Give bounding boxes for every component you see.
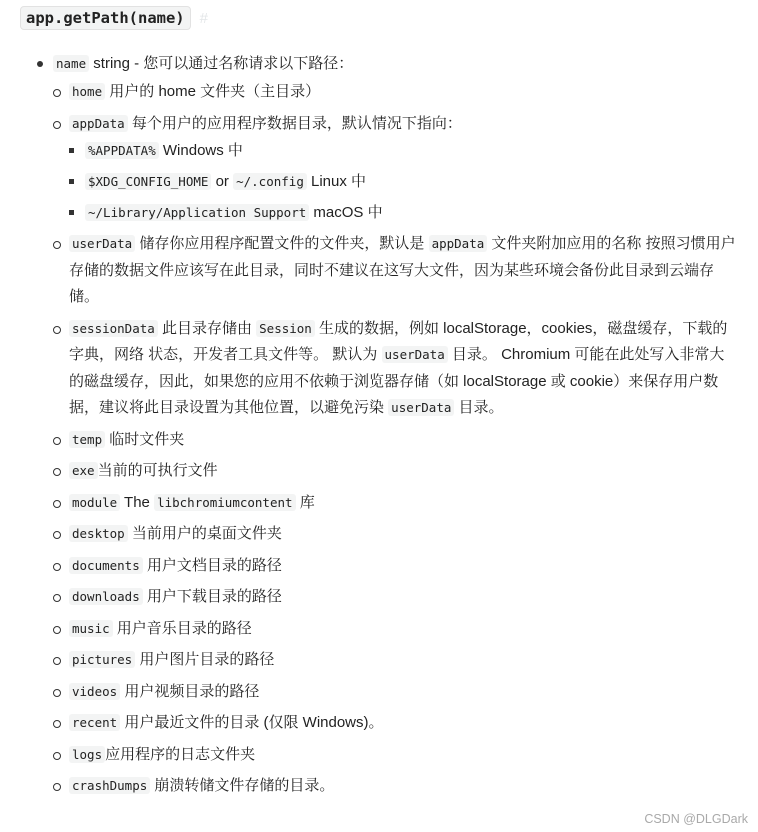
path-desc: 崩溃转储文件存储的目录。 [150,777,335,794]
path-desc: 当前的可执行文件 [97,462,218,479]
path-desc: 用户下载目录的路径 [142,588,282,605]
heading-anchor-link[interactable]: # [199,9,208,27]
path-desc: 临时文件夹 [105,430,185,448]
path-desc-cont: 目录。 [454,399,504,416]
path-code: home [69,83,105,100]
path-item-crashdumps [53,773,737,800]
path-item-userdata [53,231,737,311]
os-desc: Windows 中 [158,142,243,159]
path-desc: 当前用户的桌面文件夹 [127,525,282,542]
path-code: crashDumps [69,777,150,794]
path-desc: 此目录存储由 [157,319,257,337]
path-code: logs [69,746,105,763]
path-item-downloads [53,584,737,611]
os-item-linux [69,169,737,195]
heading-code: app.getPath(name) [20,6,191,30]
path-desc: 用户文档目录的路径 [142,556,282,574]
inline-code: userData [382,346,448,363]
os-item-macos [69,200,737,226]
path-desc: The [120,493,155,511]
api-heading [20,5,208,31]
path-code: downloads [69,588,143,605]
path-desc-cont: 生成的数据，例如 localStorage，cookies，磁盘缓存，下载的字典，网络 状态，开发者工具文件等。 默认为 [69,319,728,363]
inline-code: libchromiumcontent [154,494,295,511]
path-item-videos [53,679,737,706]
path-desc: 用户的 home 文件夹（主目录） [105,83,321,100]
parameter-list [37,52,737,805]
path-item-temp [53,427,737,454]
os-item-windows [69,138,737,164]
path-desc: 用户图片目录的路径 [135,651,275,668]
inline-code: Session [256,320,315,337]
path-desc: 用户音乐目录的路径 [112,619,252,637]
path-item-pictures [53,647,737,674]
path-item-appdata [53,111,737,227]
path-code: music [69,620,113,637]
inline-code: appData [429,235,488,252]
path-code: recent [69,714,120,731]
os-or-text: or [211,173,234,190]
path-desc: 每个用户的应用程序数据目录，默认情况下指向： [127,114,462,132]
os-path-code: ~/Library/Application Support [85,204,309,221]
os-path-code-alt: ~/.config [233,173,307,190]
param-code: name [53,55,89,72]
os-desc: macOS 中 [309,204,383,221]
path-code: desktop [69,525,128,542]
path-code: pictures [69,651,135,668]
path-code: sessionData [69,320,158,337]
path-code: temp [69,431,105,448]
path-code: module [69,494,120,511]
inline-code: userData [388,399,454,416]
path-item-desktop [53,521,737,548]
os-desc: Linux 中 [306,173,367,190]
path-item-module [53,490,737,517]
path-desc: 储存你应用程序配置文件的文件夹，默认是 [135,235,429,252]
path-item-documents [53,553,737,580]
watermark: CSDN @DLGDark [644,812,748,826]
path-item-home [53,79,737,106]
path-code: appData [69,115,128,132]
path-item-recent [53,710,737,737]
path-item-logs [53,742,737,769]
os-path-code: %APPDATA% [85,142,159,159]
path-item-music [53,616,737,643]
path-item-sessiondata [53,316,737,422]
appdata-os-list [69,138,737,226]
path-item-exe [53,458,737,485]
path-desc: 应用程序的日志文件夹 [105,745,256,763]
path-code: userData [69,235,135,252]
path-desc-cont: 目录。 Chromium 可能在此处写入非常大的磁盘缓存，因此，如果您的应用不依赖于浏览器存储（如 localStorage 或 cookie）来保存用户数据，建议将此目录设置为其他位置，以避免污染 [69,346,725,416]
path-desc-cont: 文件夹附加应用的名称 按照习惯用户存储的数据文件应该写在此目录，同时不建议在这写大文件，因为某些环境会备份此目录到云端存储。 [69,235,736,305]
path-desc: 用户最近文件的目录 (仅限 Windows)。 [120,714,384,731]
path-code: documents [69,557,143,574]
os-path-code: $XDG_CONFIG_HOME [85,173,211,190]
path-name-list [53,79,737,800]
path-code: videos [69,683,120,700]
param-text: string - 您可以通过名称请求以下路径： [89,55,354,72]
param-name-item [37,52,737,800]
path-desc: 用户视频目录的路径 [120,682,260,700]
path-code: exe [69,462,98,479]
path-desc-cont: 库 [295,493,315,511]
